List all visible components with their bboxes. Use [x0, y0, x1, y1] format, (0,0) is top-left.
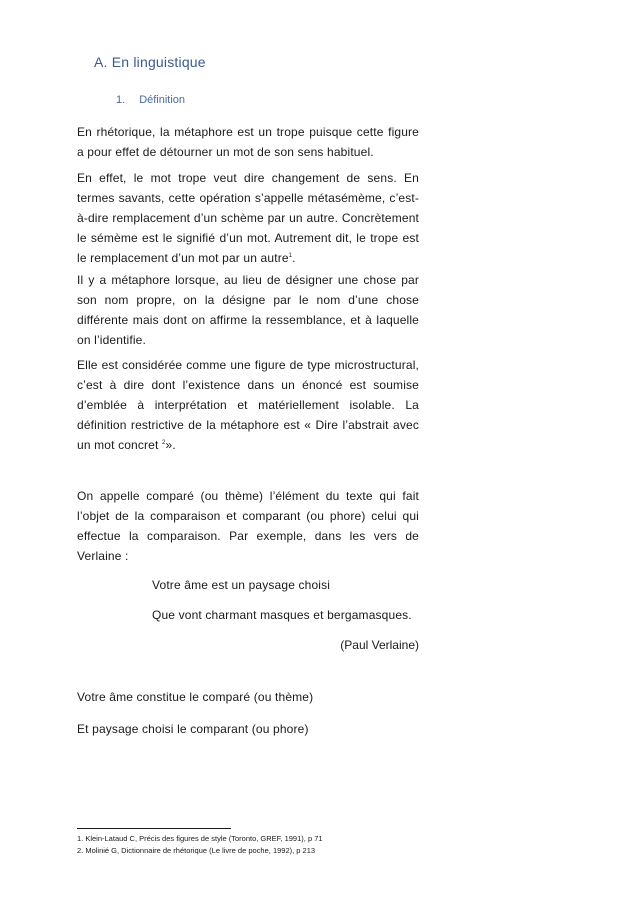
footnote-ref-2: 2	[161, 440, 166, 446]
subsection-heading	[116, 94, 185, 106]
paragraph-trope-end: .	[292, 251, 296, 265]
paragraph-trope-text: En effet, le mot trope veut dire changement de sens. En termes savants, cette opération s’appelle métasémème, c’est-à-dire remplacement d’un schème par un autre. Concrètement le sémème est le signifié d’un mot. Autrement dit, le trope est le remplacement d’un mot par un autre	[77, 171, 419, 265]
verse-author: (Paul Verlaine)	[340, 638, 419, 652]
footnote-divider	[77, 828, 231, 829]
subsection-number: 1.	[116, 94, 126, 106]
subsection-title: Définition	[139, 94, 186, 106]
paragraph-microstructural-text: Elle est considérée comme une figure de type microstructural, c’est à dire dont l’existence dans un énoncé est soumise d’emblée à interprétation et matériellement isolable. La définition restrictive de la métaphore est « Dire l’abstrait avec un mot concret	[77, 358, 419, 452]
paragraph-trope	[77, 168, 419, 268]
analysis-line-2: Et paysage choisi le comparant (ou phore)	[77, 722, 309, 736]
section-heading: A. En linguistique	[94, 54, 206, 70]
verse-line-2: Que vont charmant masques et bergamasques.	[152, 608, 412, 622]
footnote-2: 2. Molinié G, Dictionnaire de rhétorique (Le livre de poche, 1992), p 213	[77, 846, 316, 855]
paragraph-microstructural-end: ».	[165, 438, 176, 452]
footnote-ref-1: 1	[288, 253, 293, 259]
verse-line-1: Votre âme est un paysage choisi	[152, 578, 331, 592]
paragraph-microstructural	[77, 355, 419, 455]
paragraph-metaphor: Il y a métaphore lorsque, au lieu de désigner une chose par son nom propre, on la désigne par le nom d’une chose différente mais dont on affirme la ressemblance, et à laquelle on l’identifie.	[77, 273, 419, 347]
footnote-1: 1. Klein-Lataud C, Précis des figures de style (Toronto, GREF, 1991), p 71	[77, 834, 323, 843]
paragraph-definition: En rhétorique, la métaphore est un trope puisque cette figure a pour effet de détourner un mot de son sens habituel.	[77, 125, 419, 159]
analysis-line-1: Votre âme constitue le comparé (ou thème)	[77, 690, 314, 704]
paragraph-compare: On appelle comparé (ou thème) l’élément du texte qui fait l’objet de la comparaison et comparant (ou phore) celui qui effectue la comparaison. Par exemple, dans les vers de Verlaine :	[77, 489, 419, 563]
